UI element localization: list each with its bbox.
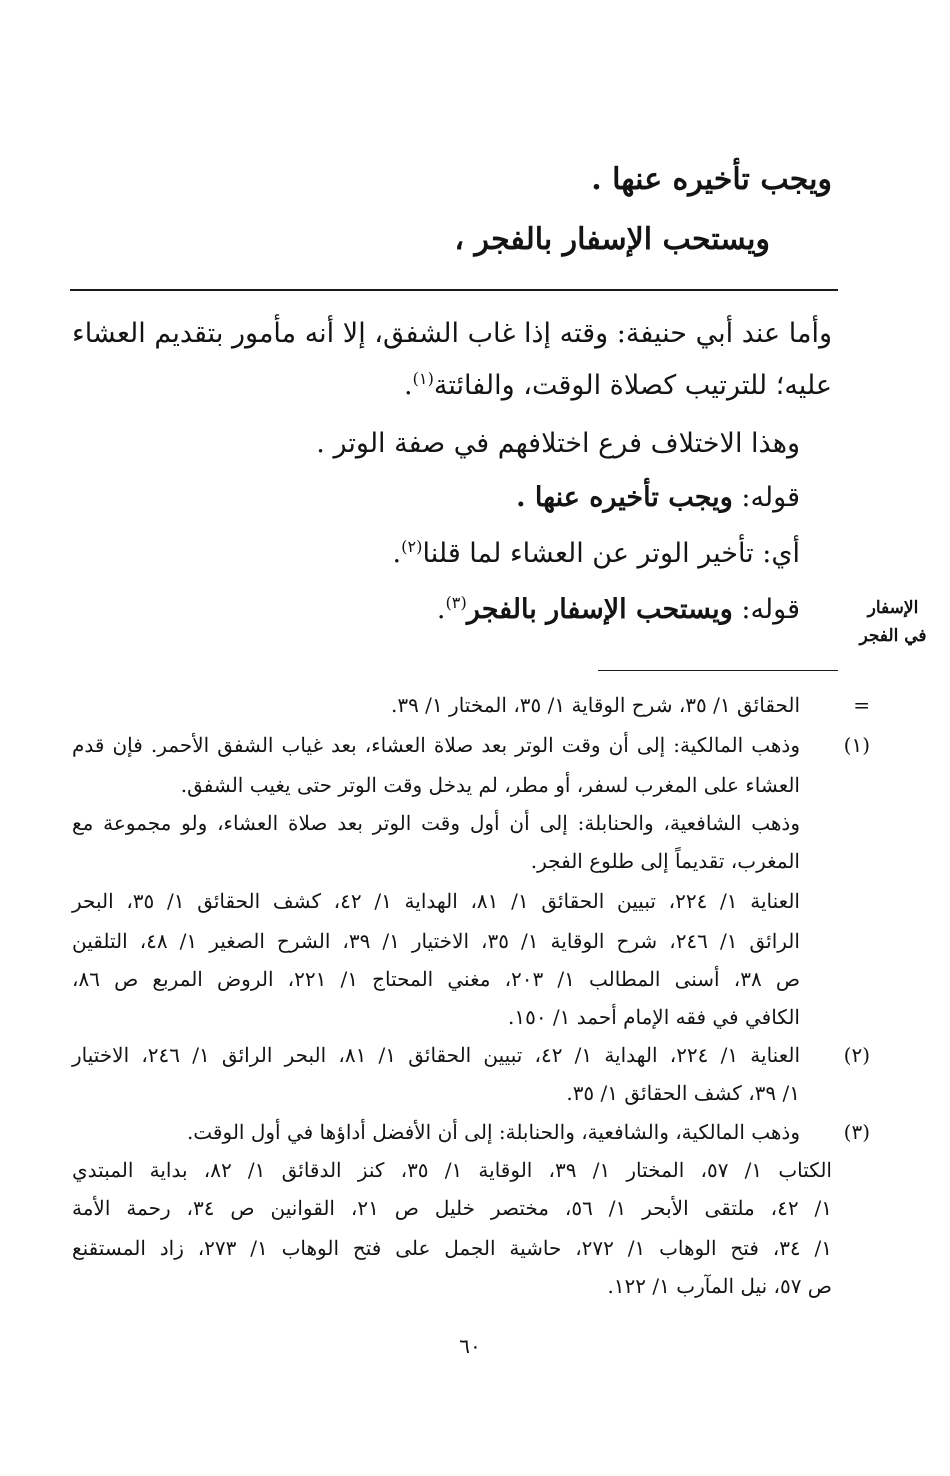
footnote-3-line-4: ١/ ٣٤، فتح الوهاب ١/ ٢٧٢، حاشية الجمل على فتح الوهاب ١/ ٢٧٣، زاد المستقنع bbox=[72, 1236, 833, 1260]
matn-line-1: ويجب تأخيره عنها . bbox=[591, 162, 832, 197]
footnote-1-line-5: العناية ١/ ٢٢٤، تبيين الحقائق ١/ ٨١، الهداية ١/ ٤٢، كشف الحقائق ١/ ٣٥، البحر bbox=[72, 889, 800, 913]
footnote-3-line-5: ص ٥٧، نيل المآرب ١/ ١٢٢. bbox=[607, 1274, 832, 1298]
footnote-3-line-1: وذهب المالكية، والشافعية، والحنابلة: إلى أن الأفضل أداؤها في أول الوقت. bbox=[186, 1120, 800, 1144]
footnote-1-line-3: وذهب الشافعية، والحنابلة: إلى أن أول وقت الوتر بعد صلاة العشاء، ولو مجموعة مع bbox=[72, 811, 800, 835]
footnote-1-number: (١) bbox=[843, 733, 870, 757]
sharh-p4-text: أي: تأخير الوتر عن العشاء لما قلنا bbox=[422, 538, 800, 569]
footnote-1-line-1: وذهب المالكية: إلى أن وقت الوتر بعد صلاة العشاء، بعد غياب الشفق الأحمر. فإن قدم bbox=[72, 733, 800, 757]
footnote-2-number: (٢) bbox=[843, 1043, 870, 1067]
sharh-p5-quote: ويستحب الإسفار بالفجر bbox=[466, 594, 733, 625]
footnote-1-line-8: الكافي في فقه الإمام أحمد ١/ ١٥٠. bbox=[507, 1005, 800, 1029]
sharh-p3-quote: ويجب تأخيره عنها . bbox=[516, 482, 733, 513]
margin-note-line-2: في الفجر bbox=[859, 626, 927, 646]
sharh-p5-end: . bbox=[436, 594, 446, 625]
footnote-separator bbox=[598, 670, 838, 671]
sharh-p5-prefix: قوله: bbox=[741, 594, 800, 625]
footnote-3-number: (٣) bbox=[843, 1120, 870, 1144]
footnote-ref-3: (٣) bbox=[445, 593, 467, 612]
footnote-1-line-6: الرائق ١/ ٢٤٦، شرح الوقاية ١/ ٣٥، الاختيار ١/ ٣٩، الشرح الصغير ١/ ٤٨، التلقين bbox=[72, 929, 800, 953]
footnote-1-line-2: العشاء على المغرب لسفر، أو مطر، لم يدخل وقت الوتر حتى يغيب الشفق. bbox=[180, 773, 800, 797]
sharh-p1-line-2 bbox=[404, 370, 832, 401]
margin-note bbox=[856, 594, 930, 650]
footnote-ref-2: (٢) bbox=[401, 537, 423, 556]
footnote-continuation: الحقائق ١/ ٣٥، شرح الوقاية ١/ ٣٥، المختار ١/ ٣٩. bbox=[390, 693, 800, 717]
footnote-2-line-1: العناية ١/ ٢٢٤، الهداية ١/ ٤٢، تبيين الحقائق ١/ ٨١، البحر الرائق ١/ ٢٤٦، الاختيار bbox=[72, 1043, 801, 1067]
sharh-p4-end: . bbox=[392, 538, 402, 569]
margin-note-line-1: الإسفار bbox=[867, 598, 919, 618]
sharh-p1-line-1: وأما عند أبي حنيفة: وقته إذا غاب الشفق، إلا أنه مأمور بتقديم العشاء bbox=[72, 318, 832, 349]
matn-separator bbox=[70, 289, 838, 291]
footnote-continuation-marker: = bbox=[853, 693, 870, 717]
footnote-3-line-3: ١/ ٤٢، ملتقى الأبحر ١/ ٥٦، مختصر خليل ص ٢١، القوانين ص ٣٤، رحمة الأمة bbox=[72, 1196, 832, 1220]
footnote-1-line-7: ص ٣٨، أسنى المطالب ١/ ٢٠٣، مغني المحتاج ١/ ٢٢١، الروض المربع ص ٨٦، bbox=[72, 967, 800, 991]
sharh-p3-prefix: قوله: bbox=[741, 482, 800, 513]
page-number: ٦٠ bbox=[459, 1334, 481, 1358]
sharh-p4 bbox=[393, 538, 800, 569]
sharh-p1-text: عليه؛ للترتيب كصلاة الوقت، والفائتة bbox=[433, 370, 832, 401]
sharh-p3 bbox=[516, 482, 800, 513]
sharh-p1-end: . bbox=[403, 370, 413, 401]
footnote-ref-1: (١) bbox=[412, 369, 434, 388]
sharh-p5 bbox=[437, 594, 800, 625]
footnote-1-line-4: المغرب، تقديماً إلى طلوع الفجر. bbox=[530, 849, 800, 873]
footnote-3-line-2: الكتاب ١/ ٥٧، المختار ١/ ٣٩، الوقاية ١/ ٣٥، كنز الدقائق ١/ ٨٢، بداية المبتدي bbox=[72, 1158, 832, 1182]
sharh-p2: وهذا الاختلاف فرع اختلافهم في صفة الوتر . bbox=[316, 428, 800, 459]
matn-line-2: ويستحب الإسفار بالفجر ، bbox=[454, 222, 770, 257]
footnote-2-line-2: ١/ ٣٩، كشف الحقائق ١/ ٣٥. bbox=[566, 1081, 800, 1105]
